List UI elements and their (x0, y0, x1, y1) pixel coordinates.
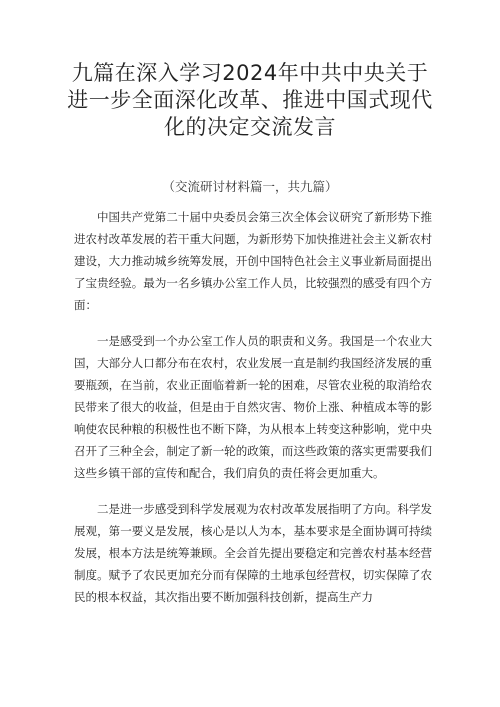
paragraph-intro: 中国共产党第二十届中央委员会第三次全体会议研究了新形势下推进农村改革发展的若干重大问题，为新形势下加快推进社会主义新农村建设，大力推动城乡统筹发展，开创中国特色社会主义事业新局面提出了宝贵经验。最为一名乡镇办公室工作人员，比较强烈的感受有四个方面： (74, 210, 432, 312)
paragraph-point-one: 一是感受到一个办公室工作人员的职责和义务。我国是一个农业大国，大部分人口都分布在农村，农业发展一直是制约我国经济发展的重要瓶颈，在当前，农业正面临着新一轮的困难，尽管农业税的取消给农民带来了很大的收益，但是由于自然灾害、物价上涨、种植成本等的影响使农民种粮的积极性也不断下降，为从根本上转变这种影响，党中央召开了三种全会，制定了新一轮的政策，而这些政策的落实更需要我们这些乡镇干部的宣传和配合，我们肩负的责任将会更加重大。 (74, 334, 432, 480)
document-subtitle: （交流研讨材料篇一，共九篇） (162, 179, 338, 194)
document-title: 九篇在深入学习2024年中共中央关于进一步全面深化改革、推进中国式现代化的决定交流发言 (67, 61, 433, 139)
paragraph-point-two: 二是进一步感受到科学发展观为农村改革发展指明了方向。科学发展观，第一要义是发展，核心是以人为本，基本要求是全面协调可持续发展，根本方法是统筹兼顾。全会首先提出要稳定和完善农村基本经营制度。赋予了农民更加充分而有保障的土地承包经营权，切实保障了农民的根本权益，其次指出要不断加强科技创新，提高生产力 (74, 502, 432, 604)
document-body (74, 206, 432, 622)
